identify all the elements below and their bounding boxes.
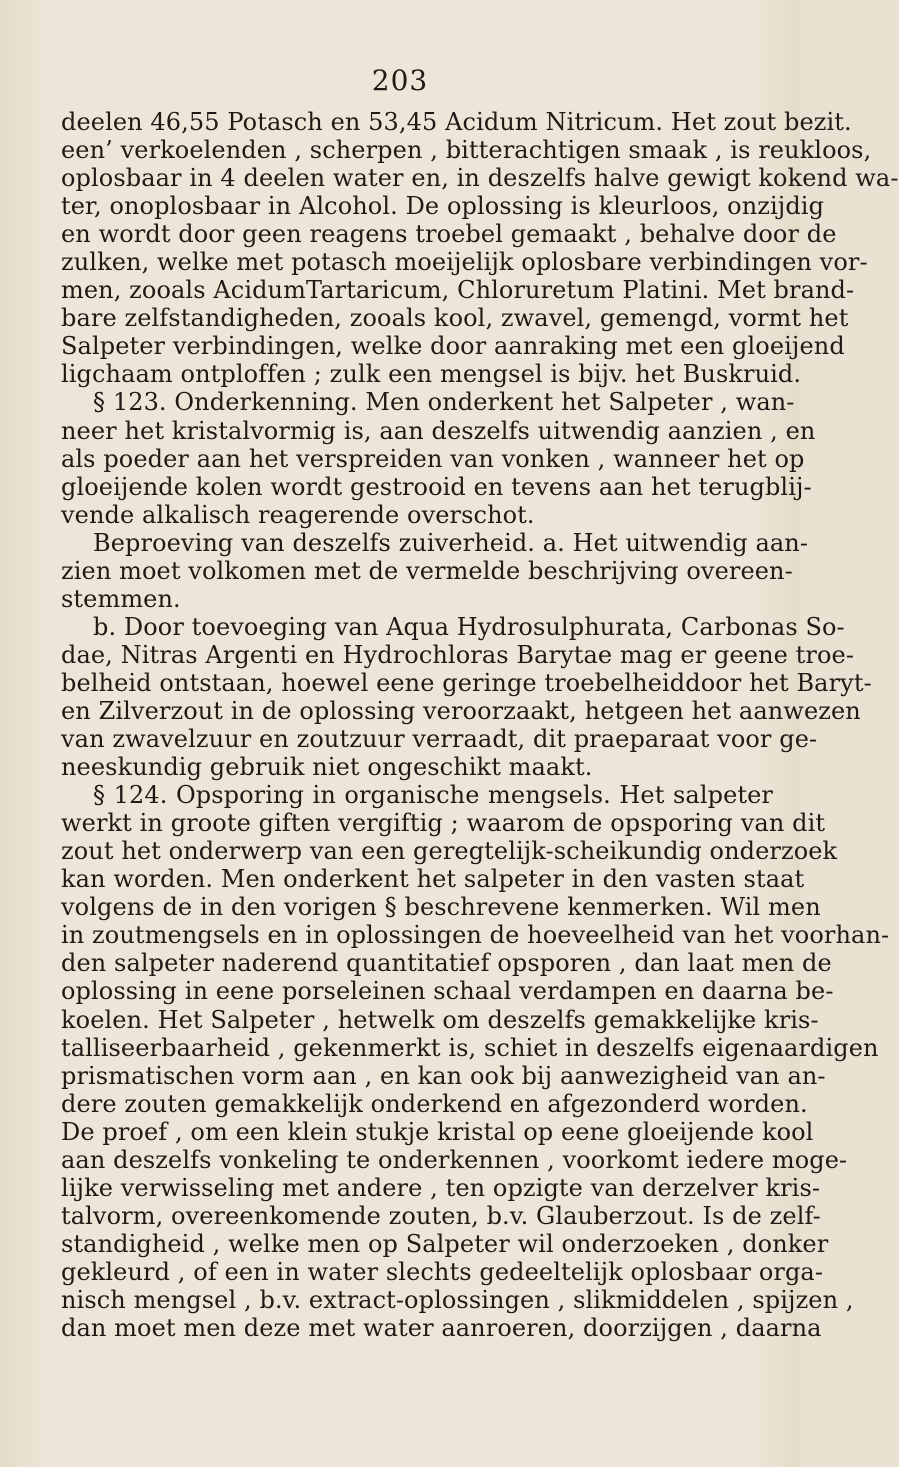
text-line: lijke verwisseling met andere , ten opzigte van derzelver kris- bbox=[61, 1173, 821, 1202]
text-line: neer het kristalvormig is, aan deszelfs uitwendig aanzien , en bbox=[61, 416, 816, 445]
text-line: men, zooals AcidumTartaricum, Chloruretum Platini. Met brand- bbox=[61, 276, 855, 305]
text-line: in zoutmengsels en in oplossingen de hoeveelheid van het voorhan- bbox=[61, 921, 890, 950]
text-line: oplosbaar in 4 deelen water en, in deszelfs halve gewigt kokend wa- bbox=[61, 164, 899, 193]
text-line: dae, Nitras Argenti en Hydrochloras Barytae mag er geene troe- bbox=[61, 640, 855, 669]
text-line: zulken, welke met potasch moeijelijk oplosbare verbindingen vor- bbox=[61, 248, 868, 277]
text-line: deelen 46,55 Potasch en 53,45 Acidum Nitricum. Het zout bezit. bbox=[61, 108, 852, 136]
text-line: en wordt door geen reagens troebel gemaakt , behalve door de bbox=[61, 220, 837, 249]
text-line: neeskundig gebruik niet ongeschikt maakt. bbox=[61, 753, 593, 782]
text-line: zout het onderwerp van een geregtelijk-scheikundig onderzoek bbox=[61, 837, 838, 866]
text-line: stemmen. bbox=[61, 584, 181, 613]
text-line: gekleurd , of een in water slechts gedeeltelijk oplosbaar orga- bbox=[61, 1257, 824, 1286]
text-line: den salpeter naderend quantitatief opsporen , dan laat men de bbox=[61, 949, 832, 978]
text-line: volgens de in den vorigen § beschrevene kenmerken. Wil men bbox=[61, 893, 821, 922]
text-line: gloeijende kolen wordt gestrooid en tevens aan het terugblij- bbox=[61, 472, 812, 501]
text-line: De proef , om een klein stukje kristal op eene gloeijende kool bbox=[61, 1117, 814, 1146]
text-line: prismatischen vorm aan , en kan ook bij aanwezigheid van an- bbox=[61, 1061, 826, 1090]
text-line: koelen. Het Salpeter , hetwelk om deszelfs gemakkelijke kris- bbox=[61, 1005, 819, 1034]
page-number: 203 bbox=[371, 64, 429, 97]
body-text bbox=[61, 108, 899, 1343]
text-line: talliseerbaarheid , gekenmerkt is, schiet in deszelfs eigenaardigen bbox=[61, 1033, 879, 1062]
text-line: vende alkalisch reagerende overschot. bbox=[61, 500, 535, 529]
text-line: een’ verkoelenden , scherpen , bitterachtigen smaak , is reukloos, bbox=[61, 136, 872, 165]
text-line: talvorm, overeenkomende zouten, b.v. Glauberzout. Is de zelf- bbox=[61, 1201, 821, 1230]
text-line: nisch mengsel , b.v. extract-oplossingen , slikmiddelen , spijzen , bbox=[61, 1285, 854, 1314]
text-line: standigheid , welke men op Salpeter wil onderzoeken , donker bbox=[61, 1229, 829, 1258]
text-line: en Zilverzout in de oplossing veroorzaakt, hetgeen het aanwezen bbox=[61, 696, 861, 725]
text-line: van zwavelzuur en zoutzuur verraadt, dit praeparaat voor ge- bbox=[61, 725, 818, 754]
text-line: kan worden. Men onderkent het salpeter in den vasten staat bbox=[61, 865, 805, 894]
text-line: belheid ontstaan, hoewel eene geringe troebelheiddoor het Baryt- bbox=[61, 668, 872, 697]
text-line: Salpeter verbindingen, welke door aanraking met een gloeijend bbox=[61, 332, 845, 361]
section-heading-line: § 124. Opsporing in organische mengsels. Het salpeter bbox=[93, 781, 773, 810]
text-line: bare zelfstandigheden, zooals kool, zwavel, gemengd, vormt het bbox=[61, 304, 849, 333]
section-heading-line: § 123. Onderkenning. Men onderkent het Salpeter , wan- bbox=[93, 388, 795, 417]
text-line: oplossing in eene porseleinen schaal verdampen en daarna be- bbox=[61, 977, 834, 1006]
text-line: aan deszelfs vonkeling te onderkennen , voorkomt iedere moge- bbox=[61, 1145, 848, 1174]
text-line: ligchaam ontploffen ; zulk een mengsel is bijv. het Buskruid. bbox=[61, 360, 802, 389]
text-line: werkt in groote giften vergiftig ; waarom de opsporing van dit bbox=[61, 809, 826, 838]
text-line: dan moet men deze met water aanroeren, doorzijgen , daarna bbox=[61, 1314, 822, 1343]
text-line: zien moet volkomen met de vermelde beschrijving overeen- bbox=[61, 556, 793, 585]
text-line: als poeder aan het verspreiden van vonken , wanneer het op bbox=[61, 444, 805, 473]
subsection-heading-line: Beproeving van deszelfs zuiverheid. a. Het uitwendig aan- bbox=[93, 528, 809, 557]
text-line: ter, onoplosbaar in Alcohol. De oplossing is kleurloos, onzijdig bbox=[61, 192, 825, 221]
text-line: b. Door toevoeging van Aqua Hydrosulphurata, Carbonas So- bbox=[93, 612, 845, 641]
text-line: dere zouten gemakkelijk onderkend en afgezonderd worden. bbox=[61, 1089, 808, 1118]
